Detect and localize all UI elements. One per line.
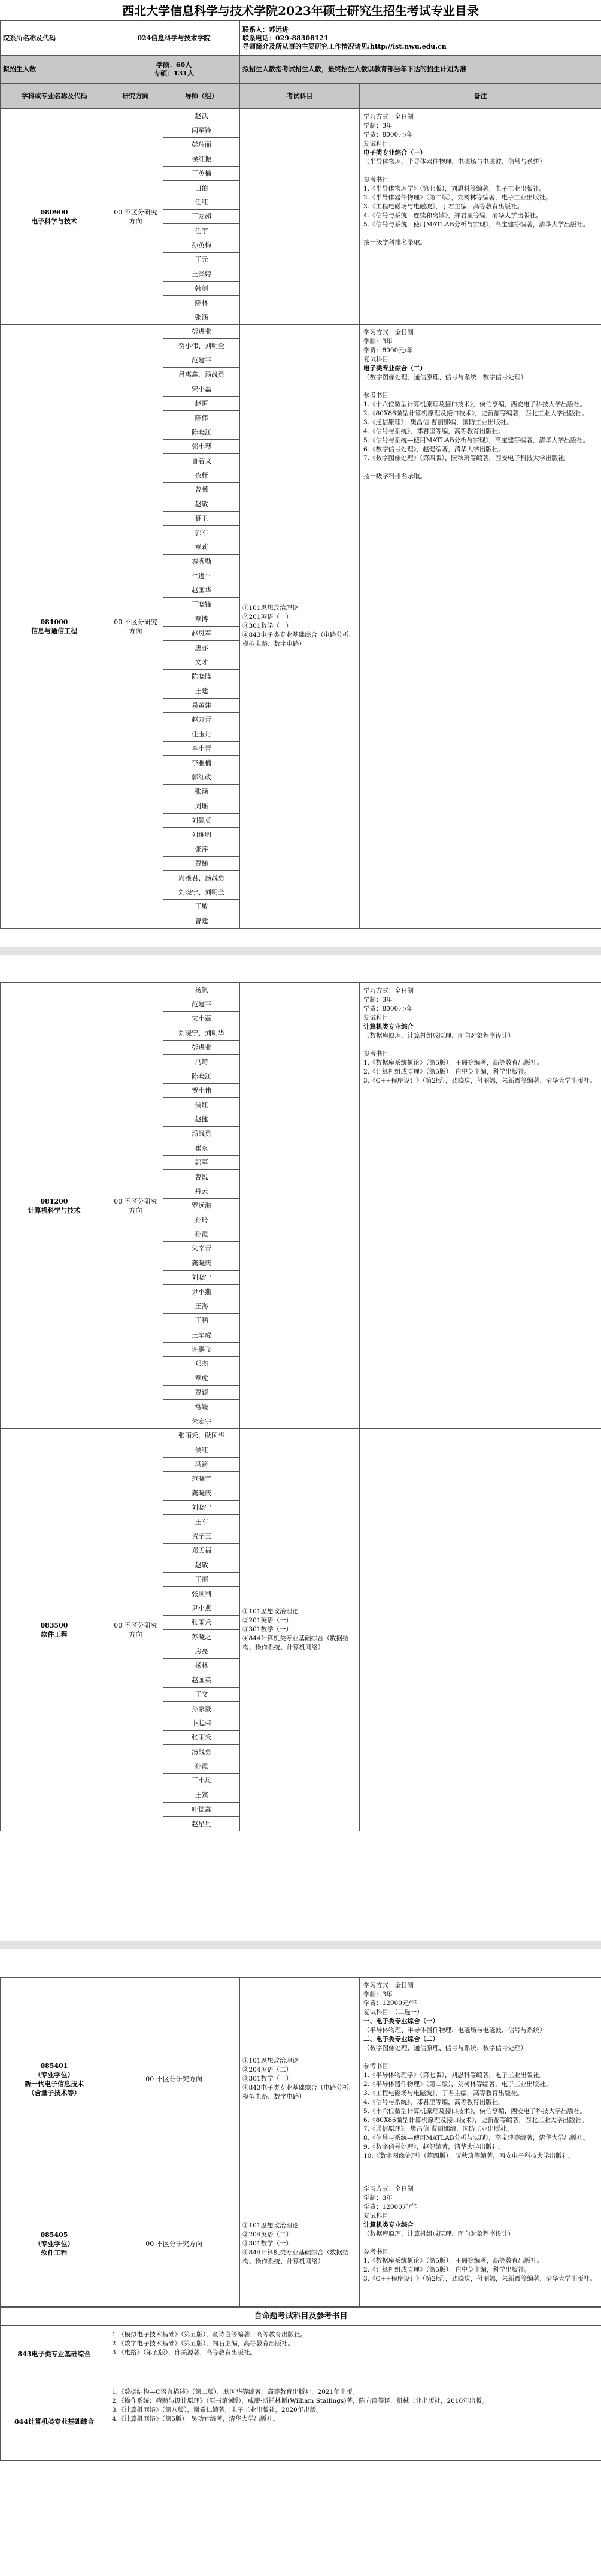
prof-notes — [360, 1978, 601, 2181]
tutor-cell: 吕惠鑫、汤战勇 — [163, 368, 240, 382]
prof-notes-line: 计算机类专业综合 — [363, 2221, 414, 2229]
notes-line: 3.《通信原理》，樊昌信 曹丽娜编，国防工业出版社。 — [363, 419, 513, 426]
tutor-cell: 龚晓庆 — [163, 1486, 240, 1501]
col-direction: 研究方向 — [108, 84, 163, 109]
tutor-cell: 王军 — [163, 1515, 240, 1529]
notes-line: 2.《80X86微型计算机原理及接口技术》，史新福等编著，西北工业大学出版社。 — [363, 410, 588, 417]
notes-line: 学习方式：全日制 — [363, 987, 414, 994]
notes-line: 学制：3年 — [363, 996, 393, 1003]
tutor-cell: 任宇 — [163, 224, 240, 238]
tutor-cell: 赵国英 — [163, 1673, 240, 1688]
prof-notes — [360, 2181, 601, 2307]
tutor-cell: 尹小燕 — [163, 1601, 240, 1616]
tutor-cell: 易黄建 — [163, 699, 240, 713]
catalog-page-2 — [0, 982, 601, 1831]
notes-line: 2.《半导体器件物理》（第二版），刘树林等编著，电子工业出版社。 — [363, 194, 552, 201]
notes-line: 7.《数字图像处理》（第四版），阮秋琦等编著，西安电子科技大学出版社。 — [363, 455, 571, 462]
major-notes — [360, 983, 601, 1429]
notes-line: （数字图像处理、通信原理、信号与系统、数字信号处理） — [363, 374, 527, 381]
notes-line — [363, 382, 597, 391]
tutor-cell: 常媛 — [163, 1400, 240, 1414]
ref-subject: 843电子类专业基础综合 — [1, 2326, 108, 2383]
tutor-cell: 孙霞 — [163, 1227, 240, 1242]
tutor-cell: 陈伟 — [163, 411, 240, 425]
prof-notes-line: 学习方式：全日制 — [363, 2185, 414, 2193]
tutor-cell: 张萍 — [163, 842, 240, 857]
notes-line: 学习方式：全日制 — [363, 329, 414, 336]
col-notes: 备注 — [360, 84, 601, 109]
notes-line: 计算机类专业综合 — [363, 1023, 414, 1030]
notes-line: （半导体物理、半导体器件物理、电磁场与电磁波、信号与系统） — [363, 158, 546, 165]
prof-exam — [240, 2181, 360, 2307]
catalog-table-2 — [0, 982, 601, 1831]
tutor-cell: 曾骥 — [163, 483, 240, 497]
col-major: 学科或专业名称及代码 — [1, 84, 108, 109]
tutor-cell: 郭红政 — [163, 770, 240, 785]
tutor-cell: 王文 — [163, 1688, 240, 1702]
tutor-cell: 贺小伟、刘明全 — [163, 339, 240, 353]
prof-notes-line: 二、电子类专业综合（二） — [363, 2036, 439, 2043]
reference-books-table — [0, 2307, 601, 2461]
major-code: 081200 — [40, 1197, 68, 1205]
notes-line: 参考书目： — [363, 392, 395, 399]
major-name — [1, 109, 108, 325]
prof-major-name — [1, 1978, 108, 2181]
ref-title: 自命题考试科目及参考书目 — [1, 2308, 601, 2326]
tutor-cell: 侯红 — [163, 1443, 240, 1458]
tutor-cell: 贺小伟 — [163, 1084, 240, 1098]
tutor-cell: 崔永 — [163, 1141, 240, 1156]
tutor-cell: 赵敏 — [163, 1558, 240, 1573]
tutor-cell: 叶德鑫 — [163, 1803, 240, 1817]
prof-notes-line: 参考书目： — [363, 2248, 395, 2255]
prof-notes-line: 5.《十六位微型计算机原理及接口技术》，侯伯亨编，西安电子科技大学出版社。 — [363, 2108, 587, 2115]
prof-notes-line: 1.《数据库系统概论》（第5版），王珊等编著，高等教育出版社。 — [363, 2257, 544, 2264]
tutor-cell: 郑天福 — [163, 1544, 240, 1558]
tutor-cell: 卜起荣 — [163, 1716, 240, 1731]
tutor-cell: 王元 — [163, 253, 240, 267]
tutor-cell: 范建平 — [163, 997, 240, 1012]
tutor-cell: 唐亦 — [163, 641, 240, 655]
major-title: 电子科学与技术 — [31, 217, 77, 225]
notes-line: 参考书目： — [363, 1050, 395, 1057]
research-direction: 00 不区分研究方向 — [108, 983, 163, 1429]
tutor-cell: 陈晓隆 — [163, 670, 240, 684]
tutor-cell: 韩剑 — [163, 282, 240, 296]
tutor-cell: 刘晓宁、刘明全 — [163, 885, 240, 900]
prof-notes-line: 参考书目： — [363, 2063, 395, 2070]
prof-direction: 00 不区分研究方向 — [108, 1978, 240, 2181]
ref-books — [108, 2383, 601, 2461]
tutor-cell: 郭小琴 — [163, 440, 240, 454]
tutor-cell: 孙英梅 — [163, 238, 240, 253]
major-title: 软件工程 — [41, 1630, 68, 1638]
tutor-cell: 彭瑞丽 — [163, 138, 240, 152]
exam-subject-item: ②204英语（二） — [242, 2066, 293, 2073]
major-name — [1, 325, 108, 929]
prof-major-line: 085401 — [40, 2061, 68, 2070]
notes-line: 5.《信号与系统—使用MATLAB分析与实现》，高宝建等编著，清华大学出版社。 — [363, 221, 590, 228]
enroll-zhuanshuo: 专硕：131人 — [154, 69, 194, 77]
tutor-cell: 宋小磊 — [163, 1012, 240, 1026]
tutor-cell: 王军虎 — [163, 1328, 240, 1343]
prof-notes-line: 学费：12000元/年 — [363, 2000, 417, 2007]
enroll-label: 拟招生人数 — [1, 56, 108, 83]
notes-line: 复试科目： — [363, 1014, 395, 1021]
exam-subject-item: ③301数学（一） — [242, 2240, 293, 2247]
enroll-counts — [108, 56, 240, 83]
exam-subject-item: ①101思想政治理论 — [242, 2222, 299, 2229]
major-notes — [360, 1429, 601, 1831]
tutor-cell: 郑杰 — [163, 1357, 240, 1371]
tutor-cell: 李小青 — [163, 742, 240, 756]
major-notes — [360, 109, 601, 325]
research-direction: 00 不区分研究方向 — [108, 1429, 163, 1831]
page-title: 西北大学信息科学与技术学院2023年硕士研究生招生考试专业目录 — [0, 0, 601, 20]
major-code: 083500 — [40, 1621, 68, 1629]
tutor-cell: 苏晓之 — [163, 1630, 240, 1644]
tutor-cell: 赵恒 — [163, 397, 240, 411]
notes-line: 学制：3年 — [363, 122, 393, 129]
dept-label: 院系所名称及代码 — [1, 21, 108, 56]
notes-line: （数据库原理、计算机组成原理、面向对象程序设计） — [363, 1032, 514, 1039]
tutor-cell: 侯红 — [163, 1098, 240, 1112]
notes-line: 复试科目： — [363, 356, 395, 363]
tutor-cell: 任玉丹 — [163, 727, 240, 742]
tutor-cell: 陈林 — [163, 296, 240, 310]
notes-line: 3.《C++程序设计》（第2版），龚晓庆，付丽娜，朱新霞等编著，清华大学出版社。 — [363, 1077, 596, 1084]
notes-line: 1.《半导体物理学》（第七版），刘恩科等编著，电子工业出版社。 — [363, 185, 546, 192]
tutor-cell: 鲁若文 — [163, 454, 240, 468]
tutor-cell: 范晓宇 — [163, 1472, 240, 1486]
prof-notes-line: 8.《信号与系统—使用MATLAB分析与实现》，高宝建等编著，清华大学出版社。 — [363, 2134, 590, 2142]
ref-subject: 844计算机类专业基础综合 — [1, 2383, 108, 2461]
tutor-cell: 闫军锋 — [163, 123, 240, 138]
tutor-cell: 龚晓庆 — [163, 1256, 240, 1271]
exam-subject-item: ②201英语（一） — [242, 1617, 293, 1624]
tutor-cell: 侯红振 — [163, 152, 240, 167]
tutor-cell: 章虎 — [163, 1371, 240, 1386]
tutor-cell: 赵敏 — [163, 497, 240, 512]
tutor-cell: 周雅君、汤战勇 — [163, 871, 240, 885]
prof-notes-line: 2.《计算机组成原理》（第5版），白中英主编，科学出版社。 — [363, 2266, 531, 2273]
notes-line — [363, 1041, 597, 1049]
tutor-cell: 白佰 — [163, 181, 240, 195]
tutor-cell: 杨林 — [163, 1659, 240, 1673]
tutor-cell: 赵凤军 — [163, 627, 240, 641]
tutor-cell: 杨帆 — [163, 983, 240, 997]
catalog-page-3 — [0, 1977, 601, 2461]
header-table — [0, 20, 601, 83]
notes-line: 复试科目： — [363, 140, 395, 147]
exam-subject-item: ②201英语（一） — [242, 613, 293, 621]
tutor-cell: 赵健 — [163, 1112, 240, 1127]
notes-line — [363, 229, 597, 238]
tutor-cell: 赵武 — [163, 109, 240, 123]
prof-notes-line: 复试科目： — [363, 2212, 395, 2220]
tutor-cell: 王友超 — [163, 210, 240, 224]
tutor-cell: 曹锐 — [163, 1170, 240, 1184]
prof-notes-line: 10.《数字图像处理》（第四版），阮秋琦等编著，西安电子科技大学出版社。 — [363, 2152, 575, 2160]
tutor-cell: 贾梯 — [163, 857, 240, 871]
tutor-cell: 王鹏 — [163, 1314, 240, 1328]
notes-line: 3.《工程电磁场与电磁波》，丁君主编，高等教育出版社。 — [363, 203, 524, 210]
dept-name: 024信息科学与技术学院 — [108, 21, 240, 56]
tutor-cell: 周瑶 — [163, 799, 240, 814]
tutor-cell: 赵国华 — [163, 583, 240, 598]
prof-notes-line — [363, 2053, 597, 2061]
enroll-note: 拟招生人数指考试招生人数，最终招生人数以教育部当年下达的招生计划为准 — [240, 56, 601, 83]
exam-subjects — [240, 325, 360, 929]
tutor-cell: 汤战勇 — [163, 1127, 240, 1141]
exam-subject-item: ①101思想政治理论 — [242, 1608, 299, 1615]
tutor-cell: 秦秀勤 — [163, 555, 240, 569]
prof-major-line: （专业学位） — [34, 2070, 74, 2079]
notes-line: 按一级学科排名录取。 — [363, 239, 426, 246]
major-name — [1, 983, 108, 1429]
prof-major-line: 新一代电子信息技术 — [25, 2079, 84, 2088]
prof-notes-line: 学费：12000元/年 — [363, 2203, 417, 2211]
prof-notes-line: 3.《工程电磁场与电磁波》，丁君主编，高等教育出版社。 — [363, 2090, 524, 2097]
notes-line: 6.《数字信号处理》，赵健编著，清华大学出版社。 — [363, 446, 505, 453]
page-separator-2 — [0, 1941, 601, 1949]
tutor-cell: 贺子玉 — [163, 1529, 240, 1544]
tutor-cell: 张涵 — [163, 785, 240, 799]
research-direction: 00 不区分研究方向 — [108, 325, 163, 929]
prof-notes-line: 一、电子类专业综合（一） — [363, 2018, 439, 2025]
col-exam: 考试科目 — [240, 84, 360, 109]
notes-line: 学费：8000元/年 — [363, 131, 413, 138]
prof-notes-line: 1.《半导体物理学》（第七版），刘恩科等编著，电子工业出版社。 — [363, 2072, 546, 2079]
prof-notes-line: 复试科目：（二选一） — [363, 2009, 423, 2016]
prof-notes-line: 学制：3年 — [363, 2194, 393, 2202]
catalog-table-3 — [0, 1977, 601, 2307]
exam-subject-item: ④843电子类专业基础综合（电路分析、模拟电路、数字电路） — [242, 631, 356, 648]
contact-phone: 联系电话：029-88308121 — [242, 34, 329, 42]
tutor-cell: 赵星星 — [163, 1817, 240, 1831]
tutor-cell: 刘晓宁 — [163, 1271, 240, 1285]
notes-line: 5.《信号与系统—使用MATLAB分析与实现》，高宝建等编著，清华大学出版社。 — [363, 437, 590, 444]
tutor-cell: 张雨禾、耿国华 — [163, 1429, 240, 1443]
tutor-cell: 罗远海 — [163, 1199, 240, 1213]
tutor-cell: 刘维明 — [163, 828, 240, 842]
tutor-cell: 刘佩英 — [163, 814, 240, 828]
catalog-table-1 — [0, 83, 601, 929]
notes-line: 电子类专业综合（一） — [363, 149, 426, 156]
tutor-cell: 汤战勇 — [163, 1745, 240, 1759]
tutor-cell: 冯筠 — [163, 1458, 240, 1472]
tutor-cell: 章莉 — [163, 540, 240, 555]
exam-subject-item: ②204英语（二） — [242, 2231, 293, 2238]
exam-subject-item: ③301数学（一） — [242, 2075, 293, 2082]
tutor-cell: 尹小燕 — [163, 1285, 240, 1299]
prof-notes-line: 6.《80X86微型计算机原理及接口技术》，史新福等编著，西北工业大学出版社。 — [363, 2117, 588, 2124]
ref-book-item: 4.《计算机网络》（第5版），吴功宜编著，清华大学出版社。 — [112, 2415, 280, 2423]
prof-notes-line: 3.《C++程序设计》（第2版），龚晓庆，付丽娜，朱新霞等编著，清华大学出版社。 — [363, 2275, 596, 2282]
major-title: 计算机科学与技术 — [28, 1206, 81, 1214]
prof-major-line: （含量子技术等） — [28, 2088, 81, 2097]
tutor-cell: 刘晓宁、刘明华 — [163, 1026, 240, 1041]
tutor-cell: 王建 — [163, 684, 240, 699]
prof-major-line: （专业学位） — [34, 2240, 74, 2248]
exam-subjects — [240, 1429, 360, 1831]
exam-subject-item: ④844计算机类专业基础综合（数据结构、操作系统、计算机网络） — [242, 1635, 349, 1651]
notes-line: 参考书目： — [363, 176, 395, 183]
tutor-cell: 赵万青 — [163, 713, 240, 727]
exam-subject-item: ③301数学（一） — [242, 622, 293, 630]
notes-line: 学费：8000元/年 — [363, 347, 413, 354]
ref-book-item: 1.《模拟电子技术基础》（第五版），童诗白等编著，高等教育出版社。 — [112, 2331, 307, 2338]
major-title: 信息与通信工程 — [31, 627, 77, 635]
exam-subject-item: ④843电子类专业基础综合（电路分析、模拟电路、数字电路） — [242, 2084, 356, 2100]
tutor-cell: 王小凤 — [163, 1774, 240, 1788]
tutor-cell: 冯筠 — [163, 1055, 240, 1069]
tutor-cell: 刘晓宁 — [163, 1501, 240, 1515]
notes-line — [363, 167, 597, 175]
ref-book-item: 3.《计算机网络》（第八版），谢希仁编著，电子工业出版社，2020年出版。 — [112, 2406, 323, 2414]
ref-book-item: 2.《操作系统：精髓与设计原理》（原书第9版），威廉·斯托林斯(William Stallings)著，陈向群等译，机械工业出版社，2010年出版。 — [112, 2397, 488, 2405]
tutor-cell: 李雅楠 — [163, 756, 240, 770]
page-separator — [0, 947, 601, 955]
catalog-page-1 — [0, 0, 601, 929]
tutor-cell: 朱辛青 — [163, 1242, 240, 1256]
tutor-cell: 房亮 — [163, 1644, 240, 1659]
notes-line: 4.《信号与系统》，郑君里等编，高等教育出版社。 — [363, 428, 505, 435]
prof-notes-line: 学制：3年 — [363, 1991, 393, 1998]
prof-notes-line: 7.《通信原理》，樊昌信 曹丽娜编，国防工业出版社。 — [363, 2125, 513, 2133]
prof-exam — [240, 1978, 360, 2181]
prof-notes-line: （数据库原理、计算机组成原理、面向对象程序设计） — [363, 2230, 514, 2238]
tutor-cell: 孙霞 — [163, 1759, 240, 1774]
tutor-cell: 郭军 — [163, 526, 240, 540]
tutor-cell: 王英楠 — [163, 167, 240, 181]
exam-subject-item: ①101思想政治理论 — [242, 604, 299, 612]
contact-block — [240, 21, 601, 56]
major-notes — [360, 325, 601, 929]
tutor-cell: 许鹏飞 — [163, 1343, 240, 1357]
exam-subject-item: ④844计算机类专业基础综合（数据结构、操作系统、计算机网络） — [242, 2249, 349, 2265]
prof-major-line: 085405 — [40, 2231, 68, 2239]
exam-subject-item: ③301数学（一） — [242, 1626, 293, 1633]
prof-notes-line: 4.《信号与系统》，郑君里等编，高等教育出版社。 — [363, 2099, 505, 2106]
tutor-cell: 郭军 — [163, 1156, 240, 1170]
enroll-xueshuo: 学硕：60人 — [156, 61, 192, 69]
prof-notes-line: 学习方式：全日制 — [363, 1982, 414, 1989]
tutor-cell: 彭进业 — [163, 325, 240, 339]
tutor-cell: 文才 — [163, 655, 240, 670]
exam-subjects — [240, 109, 360, 325]
tutor-cell: 张雨禾 — [163, 1731, 240, 1745]
tutor-cell: 张顺利 — [163, 1587, 240, 1601]
tutor-cell: 任红 — [163, 195, 240, 210]
tutor-cell: 曾建 — [163, 914, 240, 929]
tutor-cell: 孙家豪 — [163, 1702, 240, 1716]
notes-line — [363, 463, 597, 471]
tutor-cell: 王晓锋 — [163, 598, 240, 612]
tutor-cell: 丹云 — [163, 1184, 240, 1199]
guide-link[interactable]: 导师简介及所从事的主要研究工作情况请见:http://ist.nwu.edu.cn — [242, 42, 447, 50]
tutor-cell: 张涵 — [163, 310, 240, 325]
exam-subjects — [240, 983, 360, 1429]
notes-line: 2.《计算机组成原理》（第5版），白中英主编，科学出版社。 — [363, 1068, 531, 1075]
prof-notes-line: （数字图像处理、通信原理、信号与系统、数字信号处理） — [363, 2045, 527, 2052]
tutor-cell: 陈晓江 — [163, 425, 240, 440]
tutor-cell: 陈晓江 — [163, 1069, 240, 1084]
tutor-cell: 朱宏宇 — [163, 1414, 240, 1429]
prof-notes-line: （半导体物理、半导体器件物理、电磁场与电磁波、信号与系统） — [363, 2027, 546, 2034]
tutor-cell: 牛进平 — [163, 569, 240, 583]
tutor-cell: 王泽婷 — [163, 267, 240, 282]
tutor-cell: 彭进业 — [163, 1041, 240, 1055]
prof-major-name — [1, 2181, 108, 2307]
major-name — [1, 1429, 108, 1831]
notes-line: 学习方式：全日制 — [363, 113, 414, 120]
tutor-cell: 范建平 — [163, 353, 240, 368]
exam-subject-item: ①101思想政治理论 — [242, 2057, 299, 2064]
tutor-cell: 张雨禾 — [163, 1616, 240, 1630]
prof-notes-line — [363, 2239, 597, 2247]
prof-direction: 00 不区分研究方向 — [108, 2181, 240, 2307]
tutor-cell: 夜杆 — [163, 468, 240, 483]
notes-line: 电子类专业综合（二） — [363, 365, 426, 372]
ref-book-item: 1.《数据结构—C语言描述》（第二版），耿国华等编著，高等教育出版社，2021年出版。 — [112, 2388, 359, 2396]
prof-major-line: 软件工程 — [41, 2249, 68, 2257]
tutor-cell: 王海 — [163, 1299, 240, 1314]
notes-line: 按一级学科排名录取。 — [363, 473, 426, 480]
prof-notes-line: 2.《半导体器件物理》（第二版），刘树林等编著，电子工业出版社。 — [363, 2081, 552, 2088]
col-tutor: 导师（组） — [163, 84, 240, 109]
notes-line: 1.《数据库系统概论》（第5版），王珊等编著，高等教育出版社。 — [363, 1059, 544, 1066]
major-code: 081000 — [40, 618, 68, 626]
tutor-cell: 王丽 — [163, 1573, 240, 1587]
notes-line: 1.《十六位微型计算机原理及接口技术》，侯伯亨编，西安电子科技大学出版社。 — [363, 401, 587, 408]
notes-line: 学费：8000元/年 — [363, 1005, 413, 1012]
ref-book-item: 3.《电路》（第五版），邱关源著，高等教育出版社。 — [112, 2349, 257, 2356]
research-direction: 00 不区分研究方向 — [108, 109, 163, 325]
tutor-cell: 宋小磊 — [163, 382, 240, 397]
prof-notes-line: 9.《数字信号处理》，赵健编著，清华大学出版社。 — [363, 2143, 505, 2151]
tutor-cell: 贾颖 — [163, 1386, 240, 1400]
tutor-cell: 聂卫 — [163, 512, 240, 526]
major-code: 080900 — [40, 208, 68, 216]
tutor-cell: 章博 — [163, 612, 240, 627]
tutor-cell: 王宾 — [163, 1788, 240, 1803]
ref-book-item: 2.《数字电子技术基础》（第五版），阎石主编，高等教育出版社。 — [112, 2340, 295, 2347]
contact-person: 联系人：苏远进 — [242, 25, 289, 34]
tutor-cell: 孙玲 — [163, 1213, 240, 1227]
tutor-cell: 王敏 — [163, 900, 240, 914]
notes-line: 4.《信号与系统—连续和离散》，郑君里等编，清华大学出版社。 — [363, 212, 542, 219]
ref-books — [108, 2326, 601, 2383]
notes-line: 学制：3年 — [363, 338, 393, 345]
